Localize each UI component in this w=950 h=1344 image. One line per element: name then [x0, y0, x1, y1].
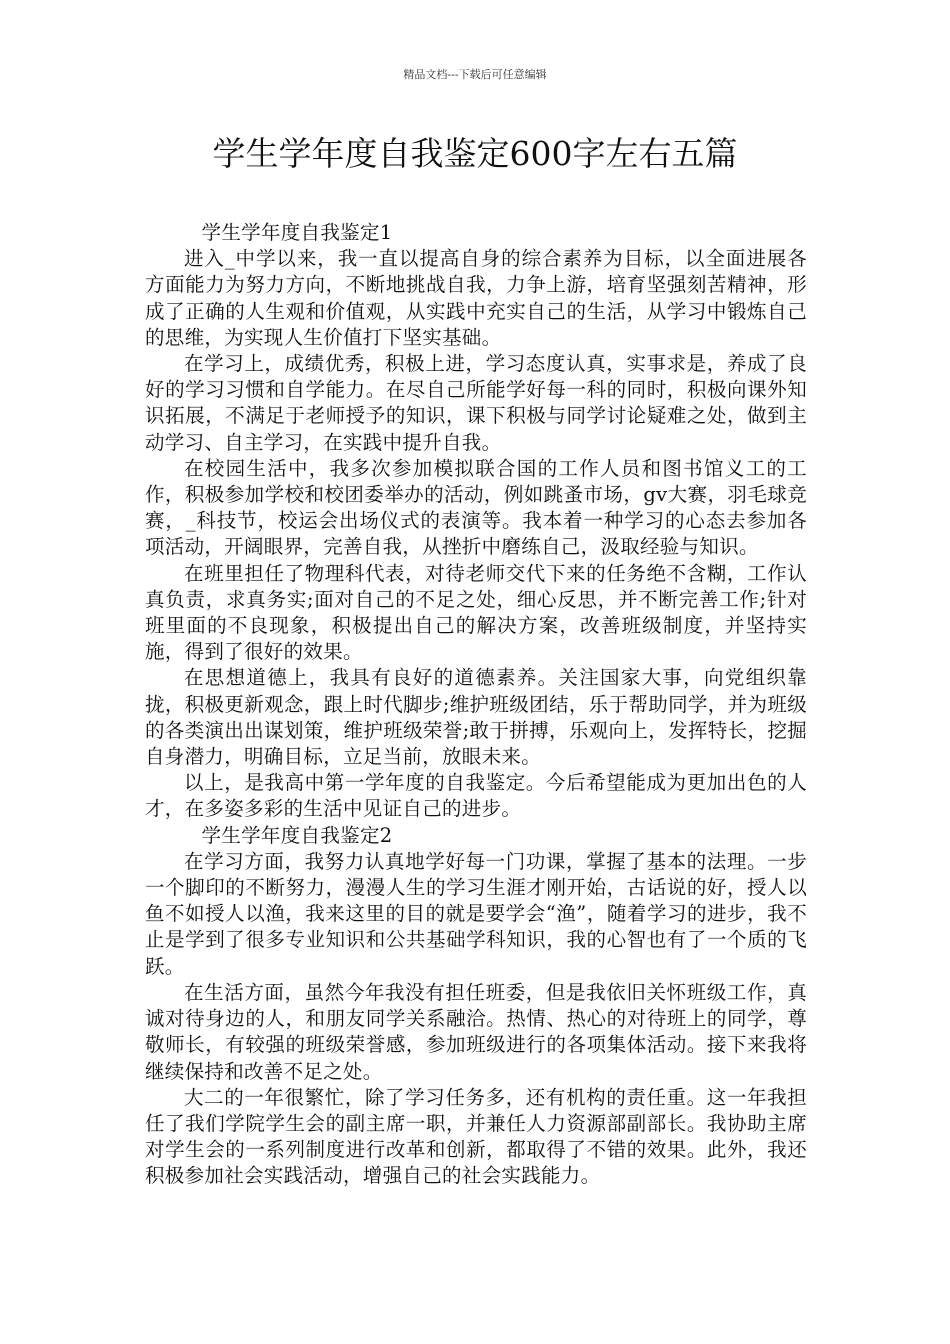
document-body: [145, 220, 807, 1190]
header-note: 精品文档---下载后可任意编辑: [403, 68, 547, 81]
paragraph: 以上，是我高中第一学年度的自我鉴定。今后希望能成为更加出色的人才，在多姿多彩的生活中见证自己的进步。: [145, 771, 807, 821]
paragraph: 在思想道德上，我具有良好的道德素养。关注国家大事，向党组织靠拢，积极更新观念，跟上时代脚步;维护班级团结，乐于帮助同学，并为班级的各类演出出谋划策，维护班级荣誉;敢于拼搏，乐观向上，发挥特长，挖掘自身潜力，明确目标，立足当前，放眼未来。: [145, 666, 807, 769]
paragraph: 在学习方面，我努力认真地学好每一门功课，掌握了基本的法理。一步一个脚印的不断努力，漫漫人生的学习生涯才刚开始，古话说的好，授人以鱼不如授人以渔，我来这里的目的就是要学会“渔”，随着学习的进步，我不止是学到了很多专业知识和公共基础学科知识，我的心智也有了一个质的飞跃。: [145, 849, 807, 978]
paragraph: 进入_中学以来，我一直以提高自身的综合素养为目标，以全面进展各方面能力为努力方向，不断地挑战自我，力争上游，培育坚强刻苦精神，形成了正确的人生观和价值观，从实践中充实自己的生活，从学习中锻炼自己的思维，为实现人生价值打下坚实基础。: [145, 247, 807, 349]
section-heading: 学生学年度自我鉴定2: [201, 823, 393, 847]
section-heading: 学生学年度自我鉴定1: [201, 221, 393, 244]
paragraph: 大二的一年很繁忙，除了学习任务多，还有机构的责任重。这一年我担任了我们学院学生会的副主席一职，并兼任人力资源部副部长。我协助主席对学生会的一系列制度进行改革和创新，都取得了不错的效果。此外，我还积极参加社会实践活动，增强自己的社会实践能力。: [145, 1085, 807, 1188]
paragraph: 在校园生活中，我多次参加模拟联合国的工作人员和图书馆义工的工作，积极参加学校和校团委举办的活动，例如跳蚤市场，gv大赛，羽毛球竞赛，_科技节，校运会出场仪式的表演等。我本着一种学习的心态去参加各项活动，开阔眼界，完善自我，从挫折中磨练自己，汲取经验与知识。: [145, 456, 807, 559]
paragraph: 在学习上，成绩优秀，积极上进，学习态度认真，实事求是，养成了良好的学习习惯和自学能力。在尽自己所能学好每一科的同时，积极向课外知识拓展，不满足于老师授予的知识，课下积极与同学讨论疑难之处，做到主动学习、自主学习，在实践中提升自我。: [145, 352, 807, 454]
paragraph: 在班里担任了物理科代表，对待老师交代下来的任务绝不含糊，工作认真负责，求真务实;面对自己的不足之处，细心反思，并不断完善工作;针对班里面的不良现象，积极提出自己的解决方案，改善班级制度，并坚持实施，得到了很好的效果。: [145, 561, 807, 664]
paragraph: 在生活方面，虽然今年我没有担任班委，但是我依旧关怀班级工作，真诚对待身边的人，和朋友同学关系融洽。热情、热心的对待班上的同学，尊敬师长，有较强的班级荣誉感，参加班级进行的各项集体活动。接下来我将继续保持和改善不足之处。: [145, 980, 807, 1083]
document-title: 学生学年度自我鉴定600字左右五篇: [212, 134, 738, 173]
